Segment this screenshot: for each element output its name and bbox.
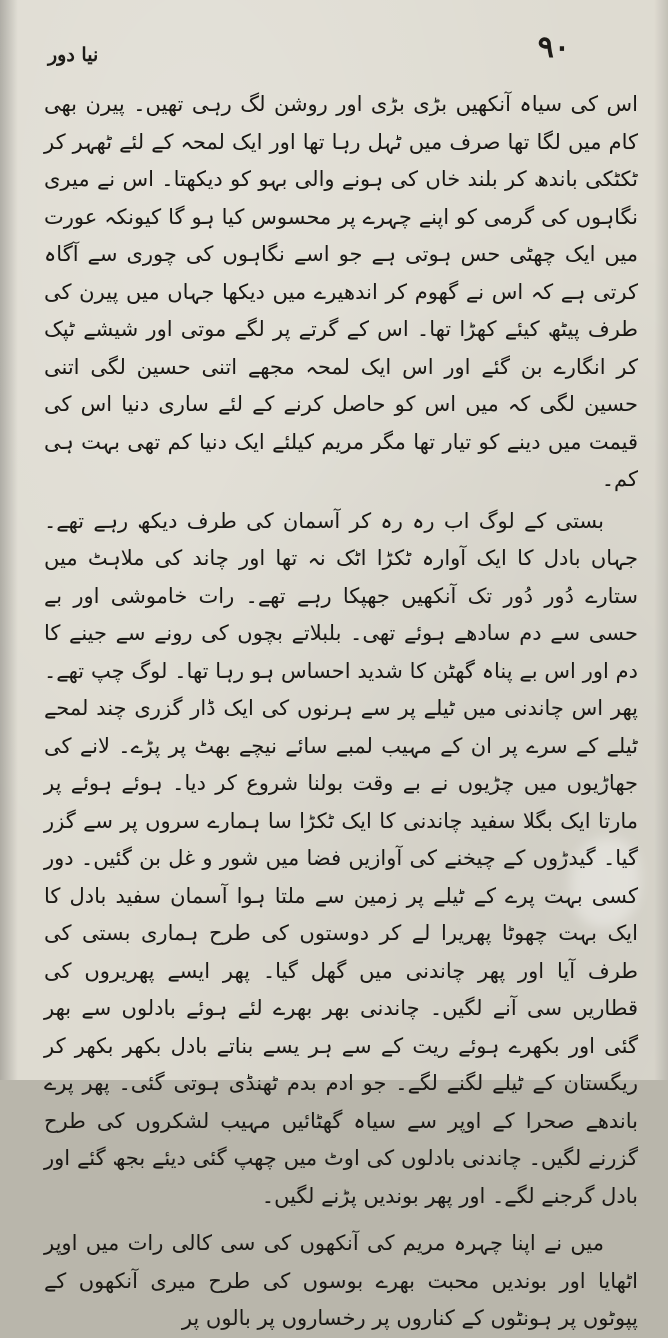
body-text	[44, 86, 638, 1338]
page-number: ۹۰	[537, 30, 570, 65]
page-shadow-left	[0, 0, 18, 1080]
page-shadow-right	[654, 0, 668, 1080]
paragraph-3: میں نے اپنا چہرہ مریم کی آنکھوں کی سی کالی رات میں اوپر اٹھایا اور بوندیں محبت بھرے بوسوں کی طرح میری آنکھوں کے پپوٹوں پر ہونٹوں کے کناروں پر رخساروں پر بالوں پر	[44, 1231, 638, 1330]
running-header-title: نیا دور	[48, 44, 99, 66]
paragraph-1: اس کی سیاہ آنکھیں بڑی بڑی اور روشن لگ رہی تھیں۔ پیرن بھی کام میں لگا تھا صرف میں ٹہل رہا تھا اور ایک لمحہ کے لئے ٹھہر کر ٹکٹکی باندھ کر بلند خاں کی ہونے والی بہو کو دیکھتا۔ اس نے میری نگاہوں کی گرمی کو اپنے چہرے پر محسوس کیا ہو گا کیونکہ عورت میں ایک چھٹی حس ہوتی ہے جو اسے نگاہوں کی چوری سے آگاہ کرتی ہے کہ اس نے گھوم کر اندھیرے میں دیکھا جہاں میں پیرن کی طرف پیٹھ کیئے کھڑا تھا۔ اس کے گرتے پر لگے موتی اور شیشے ٹپک کر انگارے بن گئے اور اس ایک لمحہ مجھے اتنی حسین لگی اتنی حسین لگی کہ میں اس کو حاصل کرنے کے لئے ساری دنیا اس کی قیمت میں دینے کو تیار تھا مگر مریم کیلئے ایک دنیا کم تھی بہت ہی کم۔	[44, 92, 638, 491]
paragraph-2: بستی کے لوگ اب رہ رہ کر آسمان کی طرف دیکھ رہے تھے۔ جہاں بادل کا ایک آوارہ ٹکڑا اٹک نہ تھا اور چاند کی ملاہٹ میں ستارے دُور دُور تک آنکھیں جھپکا رہے تھے۔ رات خاموشی اور بے حسی سے دم سادھے ہوئے تھی۔ بلبلاتے بچوں کی رونے سے جینے کا دم اور اس بے پناہ گھٹن کا شدید احساس ہو رہا تھا۔ لوگ چپ تھے۔ پھر اس چاندنی میں ٹیلے پر سے ہرنوں کی ایک ڈار گزری چند لمحے ٹیلے کے سرے پر ان کے مہیب لمبے سائے نیچے بھٹ پر پڑے۔ لانے کی جھاڑیوں میں چڑیوں نے بے وقت بولنا شروع کر دیا۔ ہوئے ہوئے پر مارتا ایک بگلا سفید چاندنی کا ایک ٹکڑا سا ہمارے سروں پر سے گزر گیا۔ گیدڑوں کے چیخنے کی آوازیں فضا میں شور و غل بن گئیں۔ دور کسی بہت پرے کے ٹیلے پر زمین سے ملتا ہوا آسمان سفید بادل کا ایک بہت چھوٹا پھریرا لے کر دوستوں کی طرح ہماری بستی کی طرف آیا اور پھر چاندنی میں گھل گیا۔ پھر ایسے پھریروں کی قطاریں سی آنے لگیں۔ چاندنی بھر بھرے لئے ہوئے بادلوں سے بھر گئی اور بکھرے ہوئے ریت کے سے ہر یسے بناتے بادل بکھر بکھر کر ریگستان کے ٹیلے لگنے لگے۔ جو ادم بدم ٹھنڈی ہوتی گئی۔ پھر پرے باندھے صحرا کے اوپر سے سیاہ گھٹائیں مہیب لشکروں کی طرح گزرنے لگیں۔ چاندنی بادلوں کی اوٹ میں چھپ گئی دیئے بجھ گئے اور بادل گرجنے لگے۔ اور پھر بوندیں پڑنے لگیں۔	[44, 508, 638, 1208]
